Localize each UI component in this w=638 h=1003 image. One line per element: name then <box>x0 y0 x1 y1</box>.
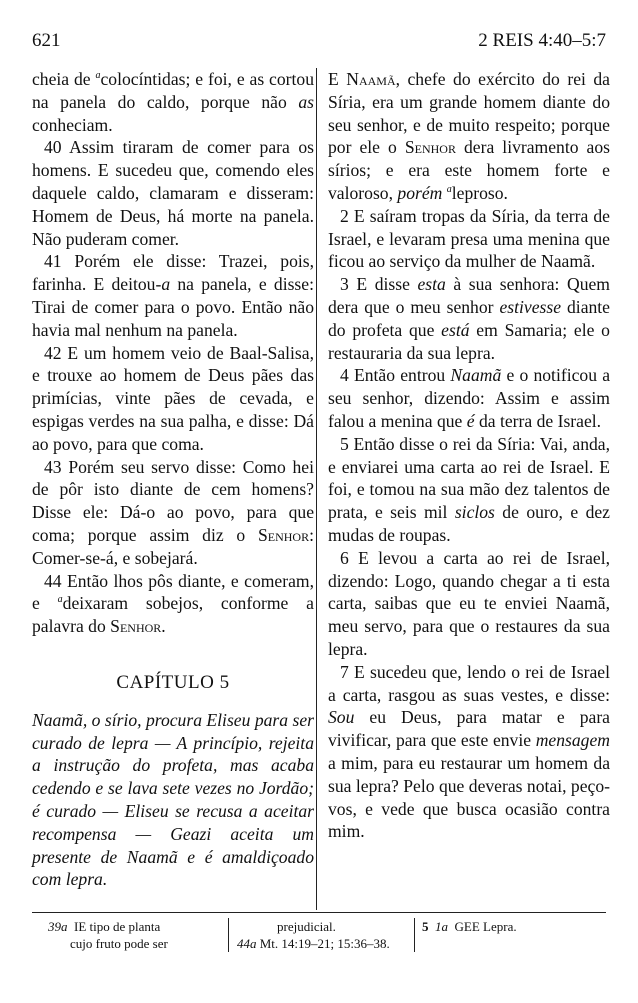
footnote-44a: prejudicial. 44a Mt. 14:19–21; 15:36–38. <box>237 919 390 951</box>
verse-6: 6 E levou a carta ao rei de Israel, dizendo: Logo, quando chegar a ti esta carta, saibas que eu te enviei Naamã, meu servo, para que o restaures da sua lepra. <box>328 547 610 659</box>
footnote-ref[interactable]: 39a <box>48 919 68 934</box>
footnote-marker[interactable]: a <box>95 70 101 82</box>
footnote-marker[interactable]: a <box>57 594 63 606</box>
right-column <box>328 68 610 843</box>
verse-44: 44 Então lhos pôs diante, e comeram, e $^a$deixaram sobejos, conforme a palavra do Senhor. <box>32 570 314 637</box>
running-head: 2 REIS 4:40–5:7 <box>478 30 606 51</box>
verse-39-continuation: cheia de $^a$colocíntidas; e foi, e as cortou na panela do caldo, porque não as conheciam. <box>32 69 315 135</box>
footnote-ref[interactable]: 1a <box>435 919 448 934</box>
footnote-39a: 39a IE tipo de planta cujo fruto pode ser <box>48 919 168 951</box>
footnote-divider <box>228 918 229 952</box>
verse-3: 3 E disse esta à sua senhora: Quem dera que o meu senhor estivesse diante do profeta que está em Samaria; ele o restauraria da sua lepra. <box>328 274 610 363</box>
verse-2: 2 E saíram tropas da Síria, da terra de Israel, e levaram presa uma menina que ficou ao serviço da mulher de Naamã. <box>328 205 610 272</box>
verse-43: 43 Porém seu servo disse: Como hei de pôr isto diante de cem homens? Disse ele: Dá-o ao povo, para que coma; porque assim diz o Senhor: Comer-se-á, e sobejará. <box>32 456 314 568</box>
verse-41: 41 Porém ele disse: Trazei, pois, farinha. E deitou-a na panela, e disse: Tirai de comer para o povo. Então não havia mal nenhum na panela. <box>32 251 314 340</box>
left-column <box>32 68 314 891</box>
verse-42: 42 E um homem veio de Baal-Salisa, e trouxe ao homem de Deus pães das primícias, vinte pães de cevada, e espigas verdes na sua palha, e disse: Dá ao povo, para que coma. <box>32 342 314 454</box>
footnote-ref[interactable]: 44a <box>237 936 257 951</box>
footnote-divider <box>414 918 415 952</box>
footnote-5-1a: 5 1a GEE Lepra. <box>422 919 517 934</box>
chapter-summary: Naamã, o sírio, procura Eliseu para ser curado de lepra — A princípio, rejeita a instrução do profeta, mas acaba cedendo e se lava sete vezes no Jordão; é curado — Eliseu se recusa a aceitar recompensa — Geazi aceita um presente de Naamã e é amaldiçoado com lepra. <box>32 709 314 890</box>
column-divider <box>316 68 317 910</box>
page-header <box>32 30 606 56</box>
verse-40: 40 Assim tiraram de comer para os homens. E sucedeu que, comendo eles daquele caldo, clamaram e disseram: Homem de Deus, há morte na panela. Não puderam comer. <box>32 137 314 249</box>
verse-5: 5 Então disse o rei da Síria: Vai, anda, e enviarei uma carta ao rei de Israel. E foi, e tomou na sua mão dez talentos de prata, e seis mil siclos de ouro, e dez mudas de roupas. <box>328 433 610 545</box>
footnote-marker[interactable]: a <box>446 184 452 196</box>
page-number: 621 <box>32 30 61 51</box>
chapter-title: CAPÍTULO 5 <box>116 671 230 693</box>
footnote-rule <box>32 912 606 913</box>
verse-1: E Naamã, chefe do exército do rei da Síria, era um grande homem diante do seu senhor, e de muito respeito; porque por ele o Senhor dera livramento aos sírios; e era este homem forte e valoroso, porém $^a$leproso. <box>328 69 610 203</box>
verse-7: 7 E sucedeu que, lendo o rei de Israel a carta, rasgou as suas vestes, e disse: Sou eu Deus, para matar e para vivificar, para que este envie mensagem a mim, para eu restaurar um homem da sua lepra? Pelo que deveras notai, peço-vos, e vede que busca ocasião contra mim. <box>328 661 610 842</box>
verse-4: 4 Então entrou Naamã e o notificou a seu senhor, dizendo: Assim e assim falou a menina que é da terra de Israel. <box>328 365 611 431</box>
